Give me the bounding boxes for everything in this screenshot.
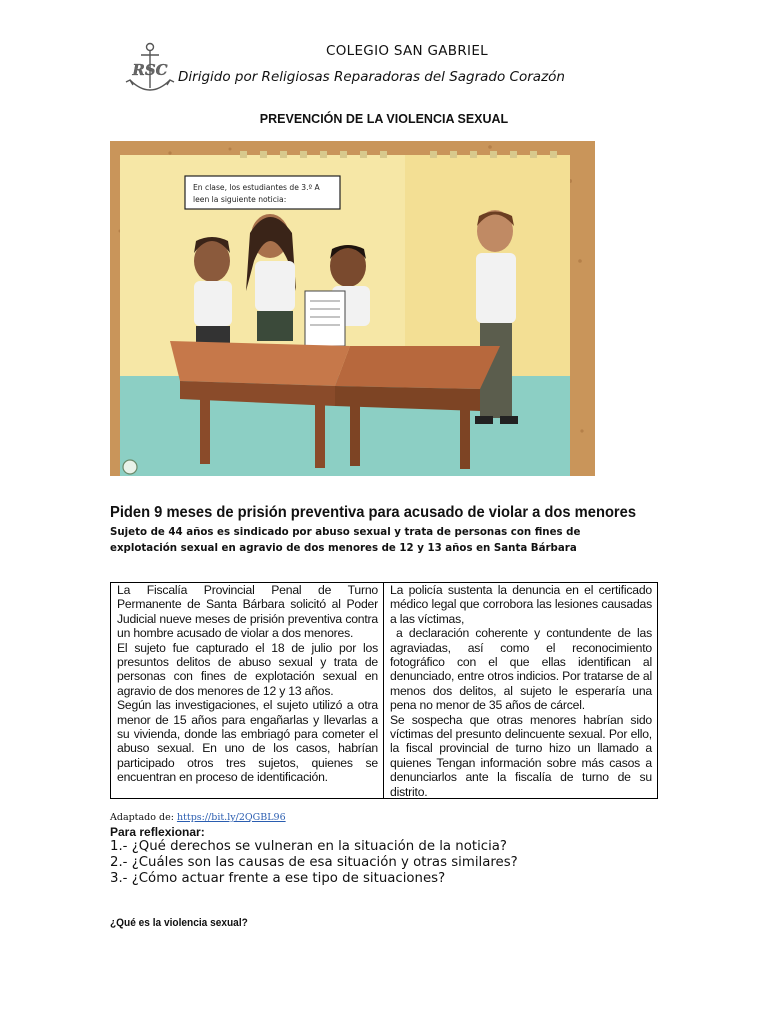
newspaper: [305, 291, 345, 346]
news-body-table: [110, 582, 658, 799]
caption-line-1: En clase, los estudiantes de 3.º A: [193, 183, 320, 192]
school-subtitle: Dirigido por Religiosas Reparadoras del Sagrado Corazón: [178, 69, 565, 85]
reflection-questions: [110, 839, 518, 887]
news-paragraph: La policía sustenta la denuncia en el certificado médico legal que corrobora las lesiones causadas a las víctimas,: [390, 583, 652, 626]
news-headline: Piden 9 meses de prisión preventiva para acusado de violar a dos menores: [110, 504, 637, 521]
caption-box: [185, 176, 340, 209]
question-item: 1.- ¿Qué derechos se vulneran en la situación de la noticia?: [110, 839, 507, 854]
news-paragraph: Se sospecha que otras menores habrían sido víctimas del presunto delincuente sexual. Por ello, la fiscal provincial de turno hizo un llamado a quienes Tengan información sobre más casos a denunciarlos ante la fiscalía de turno de su distrito.: [390, 712, 652, 799]
school-name: COLEGIO SAN GABRIEL: [326, 43, 488, 59]
news-paragraph: Según las investigaciones, el sujeto utilizó a otra menor de 15 años para engañarlas y llevarlas a su vivienda, donde las embriagó para cometer el abuso sexual. En uno de los casos, habrían participado otros tres sujetos, quienes se encuentran en proceso de identificación.: [117, 698, 378, 785]
source-label: Adaptado de:: [110, 812, 174, 823]
news-paragraph: a declaración coherente y contundente de las agraviadas, así como el reconocimiento fotográfico con el que ellas identifican al denunciado, entre otros indicios. Por tratarse de al menos dos delitos, al sujeto le esperaría una pena no menor de 35 años de cárcel.: [390, 626, 652, 713]
news-column-left: [111, 583, 384, 798]
question-item: 2.- ¿Cuáles son las causas de esa situación y otras similares?: [110, 855, 518, 870]
reflection-title: Para reflexionar:: [110, 825, 205, 839]
caption-line-2: leen la siguiente noticia:: [193, 195, 287, 204]
classroom-illustration: [110, 141, 595, 476]
source-link[interactable]: https://bit.ly/2QGBL96: [176, 812, 286, 823]
news-paragraph: El sujeto fue capturado el 18 de julio por los presuntos delitos de abuso sexual y trata de personas con fines de explotación sexual en agravio de dos menores de 12 y 13 años.: [117, 640, 378, 698]
logo-letters: RSC: [132, 61, 168, 79]
news-subheadline: Sujeto de 44 años es sindicado por abuso sexual y trata de personas con fines de explotación sexual en agravio de dos menores de 12 y 13 años en Santa Bárbara: [110, 525, 581, 554]
news-column-right: [384, 583, 657, 798]
question-item: 3.- ¿Cómo actuar frente a ese tipo de situaciones?: [110, 871, 446, 886]
source-line: [110, 812, 286, 823]
corner-badge-icon: [123, 460, 137, 474]
section-heading: ¿Qué es la violencia sexual?: [110, 917, 248, 929]
document-title: PREVENCIÓN DE LA VIOLENCIA SEXUAL: [259, 112, 509, 126]
news-paragraph: La Fiscalía Provincial Penal de Turno Permanente de Santa Bárbara solicitó al Poder Judicial nueve meses de prisión preventiva contra un hombre acusado de violar a dos menores.: [117, 583, 378, 641]
